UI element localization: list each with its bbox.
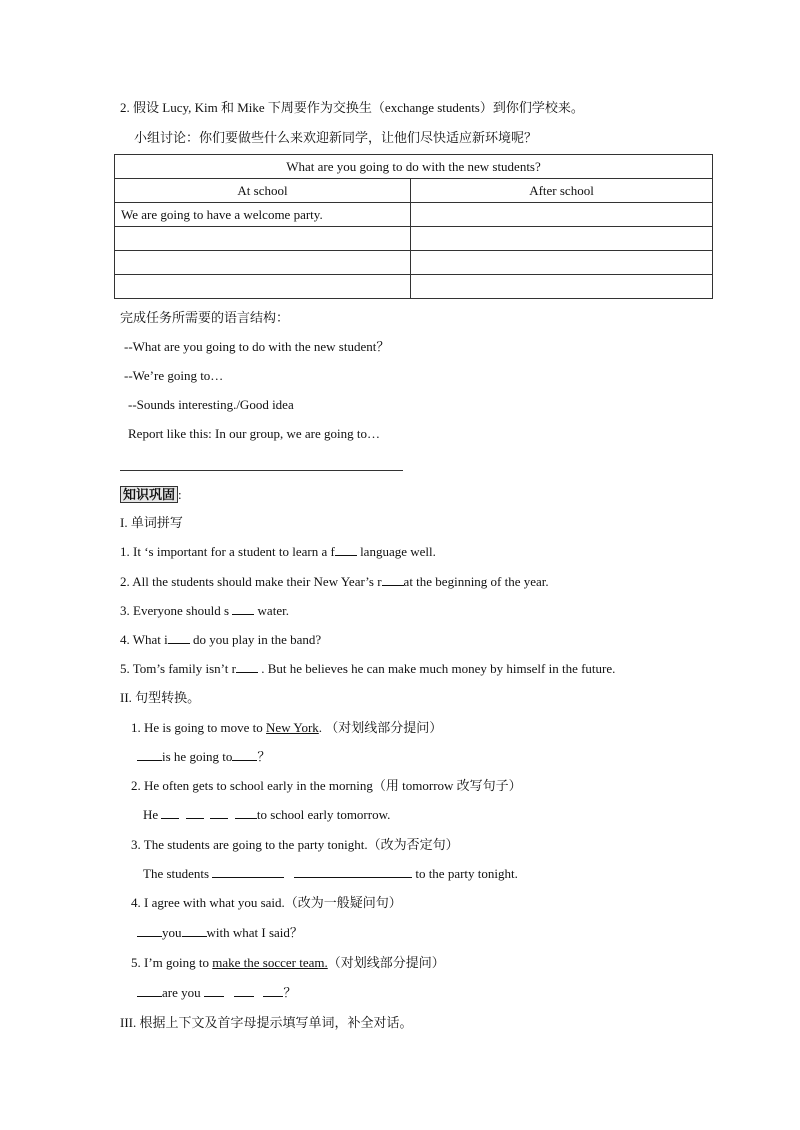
task2-discussion: 小组讨论：你们要做些什么来欢迎新同学，让他们尽快适应新环境呢？ bbox=[134, 130, 538, 145]
transform-answer-3 bbox=[143, 865, 518, 883]
table-cell bbox=[411, 227, 713, 251]
answer-blank[interactable] bbox=[236, 660, 258, 673]
answer-text: ？ bbox=[283, 985, 297, 1000]
transform-question-1 bbox=[131, 719, 442, 737]
consolidation-heading-label: 知识巩固 bbox=[120, 486, 178, 503]
question-text: 5. Tom’s family isn’t r bbox=[120, 661, 236, 676]
question-4 bbox=[120, 631, 321, 649]
answer-blank[interactable] bbox=[234, 984, 254, 997]
question-text: 5. I’m going to bbox=[131, 955, 213, 970]
structure-line: --We’re going to… bbox=[124, 368, 224, 383]
table-row bbox=[115, 179, 713, 203]
table-title: What are you going to do with the new students? bbox=[115, 155, 713, 179]
structures-heading: 完成任务所需要的语言结构： bbox=[120, 310, 290, 325]
question-5 bbox=[120, 660, 615, 678]
question-text: 4. What i bbox=[120, 632, 168, 647]
question-2 bbox=[120, 573, 549, 591]
table-cell bbox=[115, 251, 411, 275]
question-1 bbox=[120, 543, 436, 561]
question-text: language well. bbox=[356, 544, 436, 559]
question-text: . （对划线部分提问） bbox=[318, 720, 443, 735]
underlined-phrase: make the soccer team. bbox=[212, 955, 328, 970]
transform-answer-1 bbox=[137, 748, 270, 766]
answer-blank[interactable] bbox=[335, 543, 357, 556]
underlined-phrase: New York bbox=[266, 720, 319, 735]
table-row bbox=[115, 275, 713, 299]
transform-question-3: 3. The students are going to the party tonight.（改为否定句） bbox=[131, 837, 459, 852]
answer-text: The students bbox=[143, 866, 213, 881]
table-row bbox=[115, 155, 713, 179]
column-header-after-school: After school bbox=[411, 179, 713, 203]
table-cell bbox=[411, 251, 713, 275]
answer-blank[interactable] bbox=[235, 806, 257, 819]
table-row bbox=[115, 203, 713, 227]
answer-blank[interactable] bbox=[168, 631, 190, 644]
question-3 bbox=[120, 602, 289, 620]
transform-question-2: 2. He often gets to school early in the morning（用 tomorrow 改写句子） bbox=[131, 778, 522, 793]
answer-text: are you bbox=[162, 985, 204, 1000]
answer-blank[interactable] bbox=[232, 602, 254, 615]
answer-blank[interactable] bbox=[212, 865, 284, 878]
table-cell bbox=[115, 227, 411, 251]
table-cell bbox=[411, 275, 713, 299]
transform-question-4: 4. I agree with what you said.（改为一般疑问句） bbox=[131, 895, 402, 910]
section-3-title: III. 根据上下文及首字母提示填写单词，补全对话。 bbox=[120, 1015, 413, 1030]
question-text: at the beginning of the year. bbox=[403, 574, 549, 589]
structure-line: --Sounds interesting./Good idea bbox=[128, 397, 294, 412]
heading-colon: : bbox=[178, 487, 182, 502]
answer-blank[interactable] bbox=[137, 924, 162, 937]
answer-blank[interactable] bbox=[263, 984, 283, 997]
question-text: . But he believes he can make much money by himself in the future. bbox=[257, 661, 616, 676]
consolidation-heading bbox=[120, 486, 182, 504]
question-text: 3. Everyone should s bbox=[120, 603, 233, 618]
answer-text: you bbox=[162, 925, 182, 940]
answer-blank[interactable] bbox=[137, 984, 162, 997]
question-text: do you play in the band? bbox=[189, 632, 322, 647]
answer-blank[interactable] bbox=[232, 748, 257, 761]
answer-blank[interactable] bbox=[186, 806, 204, 819]
question-text: 2. All the students should make their New Year’s r bbox=[120, 574, 382, 589]
answer-text: to the party tonight. bbox=[412, 866, 518, 881]
table-cell bbox=[115, 275, 411, 299]
task2-intro: 2. 假设 Lucy, Kim 和 Mike 下周要作为交换生（exchange students）到你们学校来。 bbox=[120, 100, 584, 115]
divider bbox=[120, 470, 403, 471]
answer-blank[interactable] bbox=[294, 865, 412, 878]
report-line: Report like this: In our group, we are going to… bbox=[128, 426, 381, 441]
structure-line: --What are you going to do with the new student？ bbox=[124, 339, 390, 354]
table-row bbox=[115, 227, 713, 251]
column-header-at-school: At school bbox=[115, 179, 411, 203]
answer-text: He bbox=[143, 807, 162, 822]
section-1-title: I. 单词拼写 bbox=[120, 515, 183, 530]
table-cell bbox=[411, 203, 713, 227]
transform-answer-5 bbox=[137, 984, 296, 1002]
plan-table bbox=[114, 154, 713, 299]
answer-blank[interactable] bbox=[382, 573, 404, 586]
transform-answer-2 bbox=[143, 806, 390, 824]
answer-text: ？ bbox=[257, 749, 271, 764]
table-row bbox=[115, 251, 713, 275]
question-text: 1. It ‘s important for a student to learn a f bbox=[120, 544, 335, 559]
answer-blank[interactable] bbox=[210, 806, 228, 819]
question-text: （对划线部分提问） bbox=[327, 955, 445, 970]
transform-answer-4 bbox=[137, 924, 303, 942]
transform-question-5 bbox=[131, 954, 445, 972]
answer-blank[interactable] bbox=[204, 984, 224, 997]
answer-text: is he going to bbox=[162, 749, 233, 764]
answer-blank[interactable] bbox=[137, 748, 162, 761]
answer-blank[interactable] bbox=[182, 924, 207, 937]
answer-text: with what I said？ bbox=[206, 925, 303, 940]
table-cell: We are going to have a welcome party. bbox=[115, 203, 411, 227]
answer-text: to school early tomorrow. bbox=[256, 807, 391, 822]
answer-blank[interactable] bbox=[161, 806, 179, 819]
question-text: water. bbox=[254, 603, 289, 618]
question-text: 1. He is going to move to bbox=[131, 720, 267, 735]
section-2-title: II. 句型转换。 bbox=[120, 690, 201, 705]
